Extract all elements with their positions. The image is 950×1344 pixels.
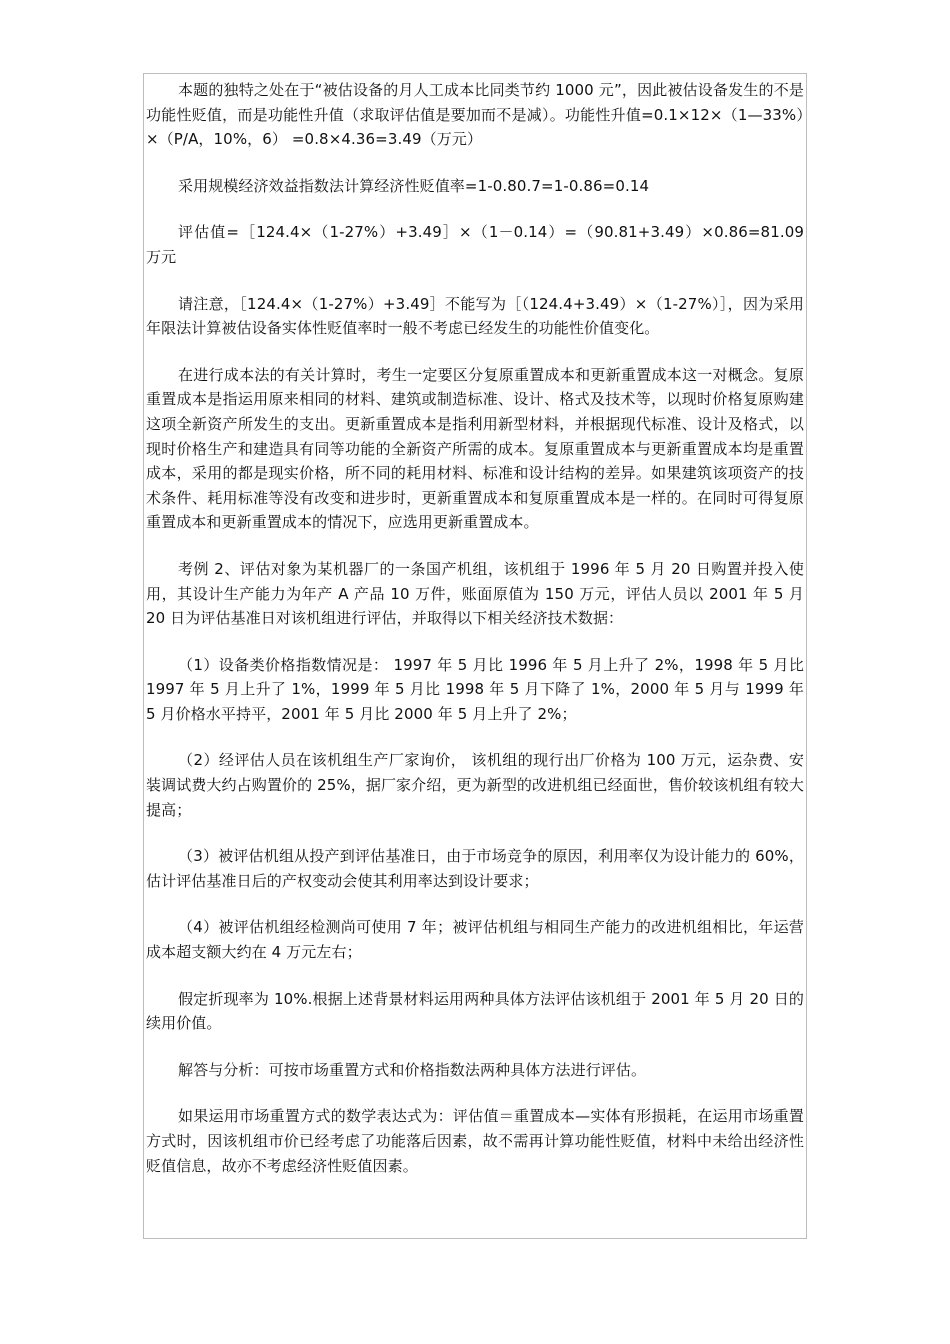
paragraph-discount-rate: 假定折现率为 10%.根据上述背景材料运用两种具体方法评估该机组于 2001 年 5 月 20 日的续用价值。 <box>146 989 804 1033</box>
paragraph-answer-analysis: 解答与分析：可按市场重置方式和价格指数法两种具体方法进行评估。 <box>178 1060 647 1079</box>
document-content-box <box>143 73 807 1239</box>
paragraph-item-4: （4）被评估机组经检测尚可使用 7 年；被评估机组与相同生产能力的改进机组相比，年运营成本超支额大约在 4 万元左右； <box>146 918 804 962</box>
paragraph-item-3: （3）被评估机组从投产到评估基准日，由于市场竞争的原因，利用率仅为设计能力的 60%，估计评估基准日后的产权变动会使其利用率达到设计要求； <box>146 847 804 890</box>
paragraph-item-1: （1）设备类价格指数情况是： 1997 年 5 月比 1996 年 5 月上升了 2%，1998 年 5 月比 1997 年 5 月上升了 1%，1999 年 5 月比 1998 年 5 月下降了 1%，2000 年 5 月与 1999 年 5 月价格水平持平，2001 年 5 月比 2000 年 5 月上升了 2%； <box>146 655 804 723</box>
paragraph-cost-concepts: 在进行成本法的有关计算时，考生一定要区分复原重置成本和更新重置成本这一对概念。复原重置成本是指运用原来相同的材料、建筑或制造标准、设计、格式及技术等，以现时价格复原购建这项全新资产所发生的支出。更新重置成本是指利用新型材料，并根据现代标准、设计及格式，以现时价格生产和建造具有同等功能的全新资产所需的成本。复原重置成本与更新重置成本均是重置成本，采用的都是现实价格，所不同的耗用材料、标准和设计结构的差异。如果建筑该项资产的技术条件、耗用标准等没有改变和进步时，更新重置成本和复原重置成本是一样的。在同时可得复原重置成本和更新重置成本的情况下，应选用更新重置成本。 <box>146 365 804 532</box>
paragraph-valuation-result: 评估值=［124.4×（1-27%）+3.49］×（1－0.14）=（90.81+3.49）×0.86=81.09 万元 <box>146 223 804 266</box>
paragraph-example-2: 考例 2、评估对象为某机器厂的一条国产机组，该机组于 1996 年 5 月 20 日购置并投入使用，其设计生产能力为年产 A 产品 10 万件，账面原值为 150 万元，评估人员以 2001 年 5 月 20 日为评估基准日对该机组进行评估，并取得以下相关经济技术数据： <box>146 559 804 628</box>
paragraph-item-2: （2）经评估人员在该机组生产厂家询价， 该机组的现行出厂价格为 100 万元，运杂费、安装调试费大约占购置价的 25%，据厂家介绍，更为新型的改进机组已经面世，售价较该机组有较大提高； <box>146 751 804 819</box>
paragraph-economic-depreciation-rate: 采用规模经济效益指数法计算经济性贬值率=1-0.80.7=1-0.86=0.14 <box>178 176 650 195</box>
paragraph-market-replacement: 如果运用市场重置方式的数学表达式为：评估值＝重置成本—实体有形损耗，在运用市场重置方式时，因该机组市价已经考虑了功能落后因素，故不需再计算功能性贬值，材料中未给出经济性贬值信息，故亦不考虑经济性贬值因素。 <box>146 1107 804 1175</box>
paragraph-functional-appreciation: 本题的独特之处在于“被估设备的月人工成本比同类节约 1000 元”，因此被估设备发生的不是功能性贬值，而是功能性升值（求取评估值是要加而不是减）。功能性升值=0.1×12×（1—33%）×（P/A，10%，6） =0.8×4.36=3.49（万元） <box>146 81 804 149</box>
paragraph-note: 请注意，［124.4×（1-27%）+3.49］不能写为［（124.4+3.49）×（1-27%）］，因为采用年限法计算被估设备实体性贬值率时一般不考虑已经发生的功能性价值变化。 <box>146 294 804 338</box>
